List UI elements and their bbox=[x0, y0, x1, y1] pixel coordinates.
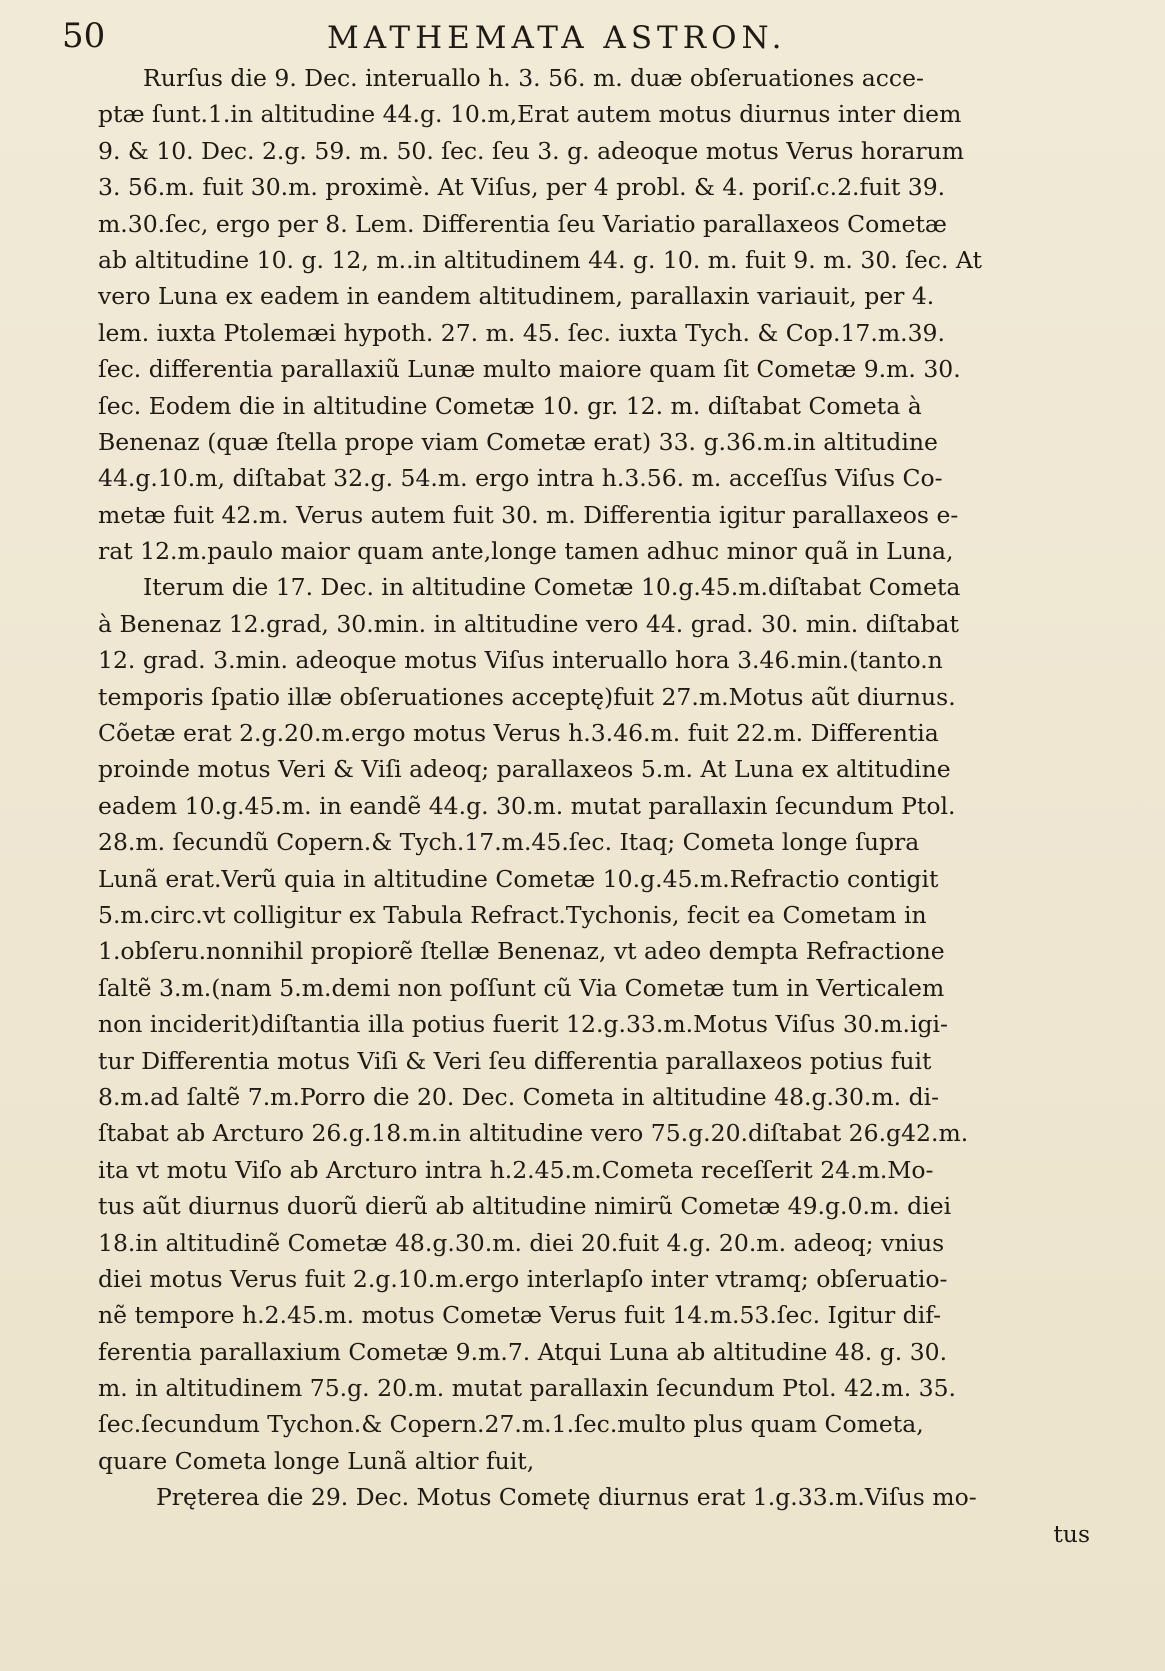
text-line: quare Cometa longe Lunã altior fuit, bbox=[98, 1446, 535, 1475]
text-line: diei motus Verus fuit 2.g.10.m.ergo interlapſo inter vtramq; obſeruatio- bbox=[98, 1264, 948, 1293]
text-line: Cõetæ erat 2.g.20.m.ergo motus Verus h.3.46.m. fuit 22.m. Differentia bbox=[98, 719, 939, 748]
page-header bbox=[62, 14, 1105, 60]
text-line: ita vt motu Viſo ab Arcturo intra h.2.45.m.Cometa receſſerit 24.m.Mo- bbox=[98, 1155, 934, 1184]
text-line: 44.g.10.m, diſtabat 32.g. 54.m. ergo intra h.3.56. m. acceſſus Viſus Co- bbox=[98, 464, 943, 493]
text-line: 9. & 10. Dec. 2.g. 59. m. 50. ſec. ſeu 3. g. adeoque motus Verus horarum bbox=[98, 136, 965, 165]
text-line: ſtabat ab Arcturo 26.g.18.m.in altitudine vero 75.g.20.diſtabat 26.g42.m. bbox=[98, 1119, 969, 1148]
text-line: ſec. differentia parallaxiũ Lunæ multo maiore quam ſit Cometæ 9.m. 30. bbox=[98, 355, 961, 384]
text-line: 5.m.circ.vt colligitur ex Tabula Refract.Tychonis, fecit ea Cometam in bbox=[98, 900, 927, 929]
text-line: 28.m. ſecundũ Copern.& Tych.17.m.45.ſec. Itaq; Cometa longe ſupra bbox=[98, 828, 920, 857]
text-line: ſec.ſecundum Tychon.& Copern.27.m.1.ſec.multo plus quam Cometa, bbox=[98, 1410, 924, 1439]
text-line: Benenaz (quæ ſtella prope viam Cometæ erat) 33. g.36.m.in altitudine bbox=[98, 427, 938, 456]
text-line: Rurſus die 9. Dec. interuallo h. 3. 56. m. duæ obſeruationes acce- bbox=[143, 64, 924, 92]
text-line: ſaltẽ 3.m.(nam 5.m.demi non poſſunt cũ Via Cometæ tum in Verticalem bbox=[98, 973, 945, 1002]
text-line: 8.m.ad ſaltẽ 7.m.Porro die 20. Dec. Cometa in altitudine 48.g.30.m. di- bbox=[98, 1082, 940, 1111]
text-line: nẽ tempore h.2.45.m. motus Cometæ Verus fuit 14.m.53.ſec. Igitur dif- bbox=[98, 1301, 942, 1330]
text-line: tus aũt diurnus duorũ dierũ ab altitudine nimirũ Cometæ 49.g.0.m. diei bbox=[98, 1192, 952, 1221]
text-line: lem. iuxta Ptolemæi hypoth. 27. m. 45. ſec. iuxta Tych. & Cop.17.m.39. bbox=[98, 318, 945, 347]
text-line: 18.in altitudinẽ Cometæ 48.g.30.m. diei 20.fuit 4.g. 20.m. adeoq; vnius bbox=[98, 1228, 945, 1257]
text-line: ptæ ſunt.1.in altitudine 44.g. 10.m,Erat autem motus diurnus inter diem bbox=[98, 100, 962, 129]
text-line: proinde motus Veri & Viſi adeoq; parallaxeos 5.m. At Luna ex altitudine bbox=[98, 755, 951, 784]
text-line: 3. 56.m. fuit 30.m. proximè. At Viſus, per 4 probl. & 4. poriſ.c.2.fuit 39. bbox=[98, 173, 946, 202]
text-line: temporis ſpatio illæ obſeruationes acceptę)fuit 27.m.Motus aũt diurnus. bbox=[98, 682, 956, 711]
text-line: m.30.ſec, ergo per 8. Lem. Differentia ſeu Variatio parallaxeos Cometæ bbox=[98, 209, 947, 238]
text-line: eadem 10.g.45.m. in eandẽ 44.g. 30.m. mutat parallaxin ſecundum Ptol. bbox=[98, 791, 956, 820]
catchword: tus bbox=[1053, 1519, 1090, 1548]
text-line: 1.obſeru.nonnihil propiorẽ ſtellæ Benenaz, vt adeo dempta Refractione bbox=[98, 937, 945, 966]
text-line: ab altitudine 10. g. 12, m..in altitudinem 44. g. 10. m. fuit 9. m. 30. ſec. At bbox=[98, 245, 982, 274]
text-line: metæ fuit 42.m. Verus autem fuit 30. m. Differentia igitur parallaxeos e- bbox=[98, 500, 959, 529]
text-line: ferentia parallaxium Cometæ 9.m.7. Atqui Luna ab altitudine 48. g. 30. bbox=[98, 1337, 948, 1366]
body-text bbox=[98, 60, 1098, 1552]
text-line: vero Luna ex eadem in eandem altitudinem, parallaxin variauit, per 4. bbox=[98, 282, 935, 311]
running-head: MATHEMATA ASTRON. bbox=[327, 20, 787, 56]
text-line: Lunã erat.Verũ quia in altitudine Cometæ 10.g.45.m.Refractio contigit bbox=[98, 864, 939, 893]
text-line: rat 12.m.paulo maior quam ante,longe tamen adhuc minor quã in Luna, bbox=[98, 537, 954, 566]
text-line: non inciderit)diſtantia illa potius fuerit 12.g.33.m.Motus Viſus 30.m.igi- bbox=[98, 1010, 948, 1039]
text-line: à Benenaz 12.grad, 30.min. in altitudine vero 44. grad. 30. min. diſtabat bbox=[98, 609, 959, 638]
text-line: m. in altitudinem 75.g. 20.m. mutat parallaxin ſecundum Ptol. 42.m. 35. bbox=[98, 1374, 957, 1403]
text-line: Pręterea die 29. Dec. Motus Cometę diurnus erat 1.g.33.m.Viſus mo- bbox=[156, 1483, 977, 1512]
text-line: Iterum die 17. Dec. in altitudine Cometæ 10.g.45.m.diſtabat Cometa bbox=[143, 573, 961, 602]
page-number: 50 bbox=[62, 16, 106, 56]
text-line: 12. grad. 3.min. adeoque motus Viſus interuallo hora 3.46.min.(tanto.n bbox=[98, 646, 943, 675]
text-line: tur Differentia motus Viſi & Veri ſeu differentia parallaxeos potius fuit bbox=[98, 1046, 932, 1075]
text-line: ſec. Eodem die in altitudine Cometæ 10. gr. 12. m. diſtabat Cometa à bbox=[98, 391, 922, 420]
